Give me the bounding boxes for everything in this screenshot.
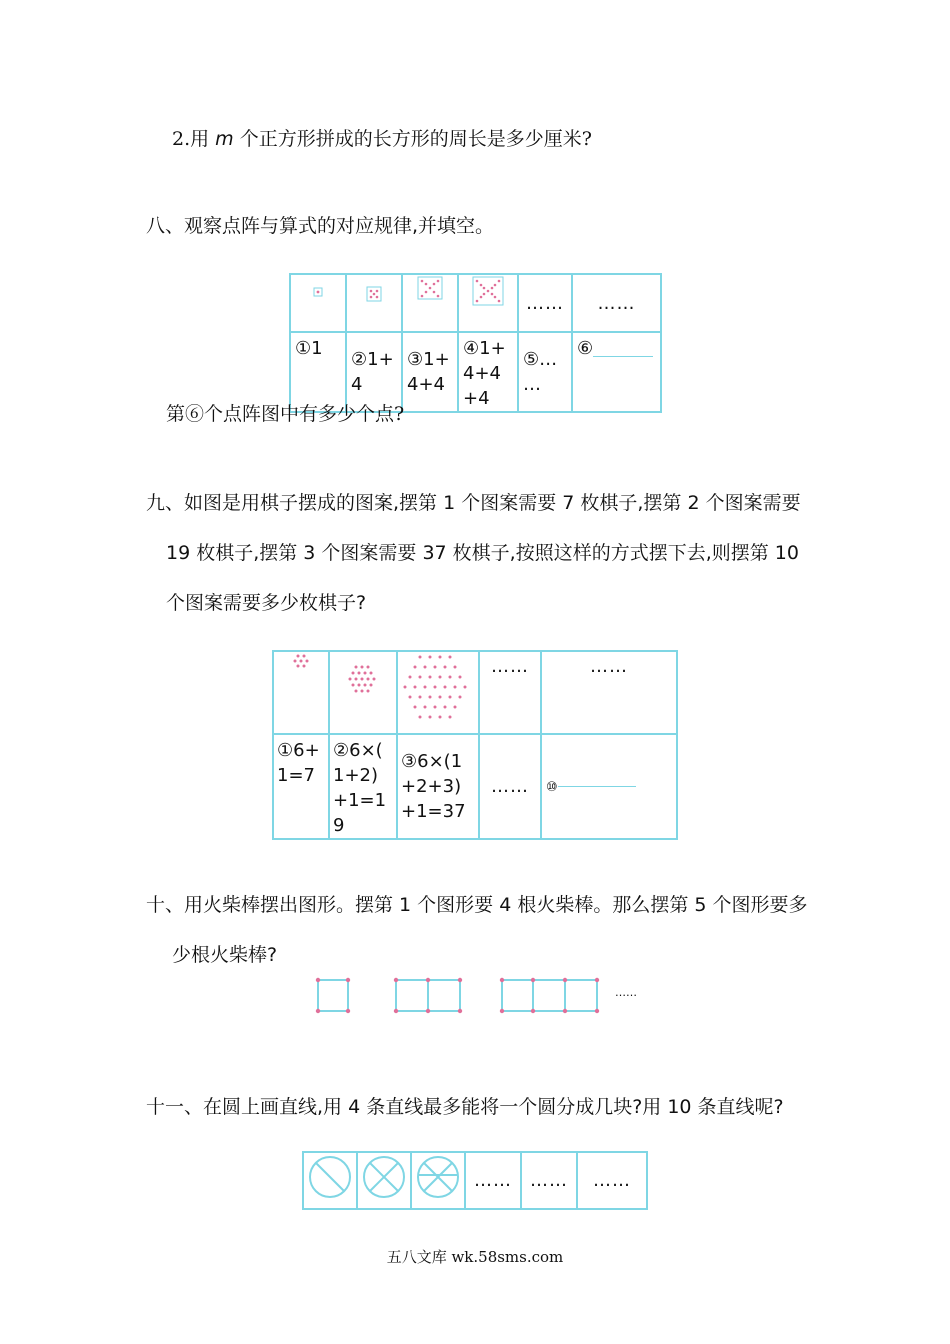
dot-pattern-4: [459, 275, 517, 324]
q11-ellipsis-1: ……: [465, 1152, 521, 1209]
chess-pattern-3: [398, 652, 478, 726]
q8-pattern-3: [402, 274, 458, 332]
match-square-3c: [565, 980, 597, 1011]
q7-prefix: 2.用: [172, 128, 216, 150]
q8-pattern-4: [458, 274, 518, 332]
q9-expr-2: ②6×( 1+2) +1=1 9: [329, 734, 397, 839]
q9-top-ellipsis-1: ……: [479, 651, 541, 734]
match-square-2a: [396, 980, 428, 1011]
q9-pattern-2: [329, 651, 397, 734]
q7-variable: m: [215, 128, 234, 150]
q9-expr-10: ⑩: [541, 734, 677, 839]
match-square-3b: [533, 980, 565, 1011]
q9-expr-1: ①6+ 1=7: [273, 734, 329, 839]
q8-pattern-2: [346, 274, 402, 332]
q8-pattern-1: [290, 274, 346, 332]
q9-pattern-3: [397, 651, 479, 734]
q7-part2-question: [172, 126, 592, 152]
footer-watermark: 五八文库 wk.58sms.com: [386, 1248, 564, 1266]
circle-two-lines: [360, 1153, 408, 1201]
q8-question: 第⑥个点阵图中有多少个点?: [166, 403, 405, 425]
q9-expr-4: ……: [479, 734, 541, 839]
q9-table: [272, 650, 678, 840]
q8-expr-3: ③1+ 4+4: [402, 332, 458, 412]
q10-line2: 少根火柴棒?: [172, 944, 278, 966]
circle-three-lines: [414, 1153, 462, 1201]
q9-line3: 个图案需要多少枚棋子?: [166, 592, 367, 614]
dot-pattern-3: [403, 275, 457, 324]
q9-pattern-1: [273, 651, 329, 734]
q8-title: 八、观察点阵与算式的对应规律,并填空。: [146, 215, 495, 237]
q8-top-ellipsis-1: ……: [518, 274, 572, 332]
q8-top-ellipsis-2: ……: [572, 274, 661, 332]
chess-pattern-2: [330, 652, 396, 726]
matchstick-figures: [310, 972, 610, 1018]
q11-circle-1: [303, 1152, 357, 1209]
dot-pattern-2: [347, 275, 401, 324]
match-square-3a: [502, 980, 533, 1011]
q9-top-ellipsis-2: ……: [541, 651, 677, 734]
q11-ellipsis-2: ……: [521, 1152, 577, 1209]
q9-line2: 19 枚棋子,摆第 3 个图案需要 37 枚棋子,按照这样的方式摆下去,则摆第 10: [166, 542, 799, 564]
q8-expr-1: ①1: [290, 332, 346, 412]
q9-expr-3: ③6×(1 +2+3) +1=37: [397, 734, 479, 839]
q11-table: [302, 1151, 648, 1210]
q10-ellipsis: ……: [615, 986, 637, 999]
q11-title: 十一、在圆上画直线,用 4 条直线最多能将一个圆分成几块?用 10 条直线呢?: [146, 1096, 784, 1118]
q9-line1: 九、如图是用棋子摆成的图案,摆第 1 个图案需要 7 枚棋子,摆第 2 个图案需要: [146, 492, 801, 514]
q11-circle-3: [411, 1152, 465, 1209]
q11-ellipsis-3: ……: [577, 1152, 647, 1209]
match-square-2b: [428, 980, 460, 1011]
q8-answer-blank[interactable]: [593, 356, 653, 357]
q8-expr-2: ②1+ 4: [346, 332, 402, 412]
q10-line1: 十、用火柴棒摆出图形。摆第 1 个图形要 4 根火柴棒。那么摆第 5 个图形要多: [146, 894, 808, 916]
q11-circle-2: [357, 1152, 411, 1209]
dot-pattern-1: [291, 275, 345, 324]
match-square-1: [318, 980, 348, 1011]
q8-expr-5: ⑤… …: [518, 332, 572, 412]
chess-pattern-1: [274, 652, 328, 726]
q9-answer-blank[interactable]: [558, 786, 636, 787]
circle-one-line: [306, 1153, 354, 1201]
q7-suffix: 个正方形拼成的长方形的周长是多少厘米?: [233, 128, 592, 150]
q8-expr-4: ④1+ 4+4 +4: [458, 332, 518, 412]
q8-expr-6: ⑥: [572, 332, 661, 412]
q8-table: [289, 273, 662, 413]
